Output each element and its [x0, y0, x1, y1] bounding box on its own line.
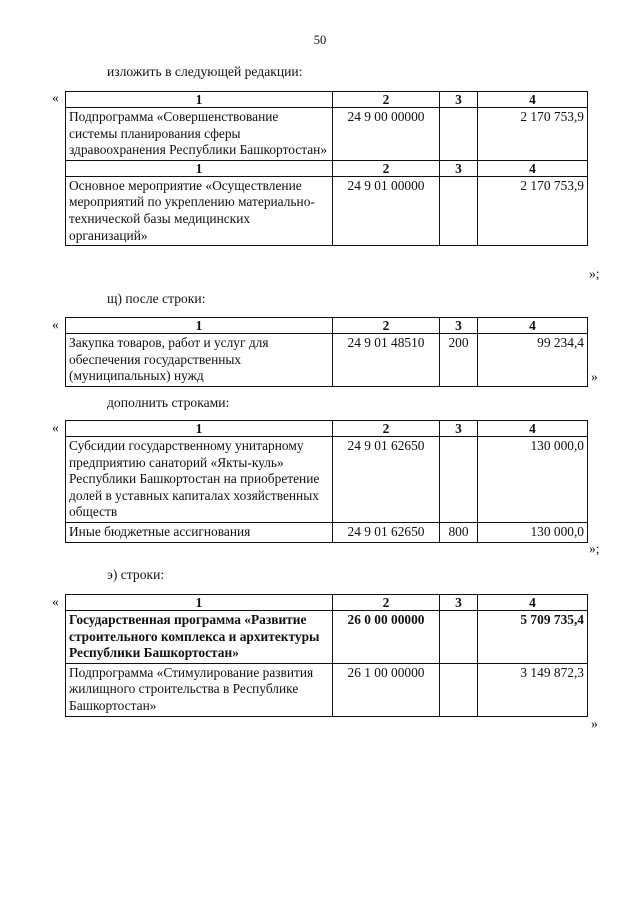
header-cell: 3: [440, 318, 478, 334]
table-row: [66, 611, 588, 664]
header-cell: 4: [478, 92, 588, 108]
table-row: [66, 522, 588, 542]
opening-quote: «: [52, 90, 59, 105]
paragraph-text: щ) после строки:: [107, 291, 206, 306]
row-name: Подпрограмма «Стимулирование развития жилищного строительства в Республике Башкортостан»: [66, 663, 333, 716]
row-expense-type: [440, 176, 478, 245]
header-cell: 4: [478, 160, 588, 176]
row-code: 24 9 01 62650: [333, 522, 440, 542]
header-cell: 2: [333, 160, 440, 176]
table-row: [66, 108, 588, 161]
row-name: Основное мероприятие «Осуществление мероприятий по укреплению материально-технической базы медицинских организаций»: [66, 176, 333, 245]
row-name: Государственная программа «Развитие строительного комплекса и архитектуры Республики Башкортостан»: [66, 611, 333, 664]
opening-quote: «: [52, 317, 59, 332]
row-code: 24 9 01 48510: [333, 334, 440, 387]
page-number: 50: [313, 33, 327, 47]
header-cell: 1: [66, 595, 333, 611]
row-code: 24 9 01 62650: [333, 437, 440, 523]
paragraph-text: дополнить строками:: [107, 395, 230, 410]
row-code: 26 0 00 00000: [333, 611, 440, 664]
paragraph-text: изложить в следующей редакции:: [107, 64, 303, 79]
header-cell: 3: [440, 160, 478, 176]
row-amount: 3 149 872,3: [478, 663, 588, 716]
header-cell: 3: [440, 421, 478, 437]
table-row: [66, 334, 588, 387]
table-header-row: [66, 421, 588, 437]
row-amount: 99 234,4: [478, 334, 588, 387]
budget-table-2: [65, 317, 588, 387]
row-amount: 2 170 753,9: [478, 176, 588, 245]
header-cell: 4: [478, 421, 588, 437]
table-header-row: [66, 92, 588, 108]
opening-quote: «: [52, 594, 59, 609]
table-header-row: [66, 160, 588, 176]
paragraph-text: э) строки:: [107, 567, 165, 582]
header-cell: 2: [333, 595, 440, 611]
row-amount: 2 170 753,9: [478, 108, 588, 161]
header-cell: 1: [66, 92, 333, 108]
row-amount: 130 000,0: [478, 522, 588, 542]
table-header-row: [66, 595, 588, 611]
row-name: Подпрограмма «Совершенствование системы планирования сферы здравоохранения Республики Башкортостан»: [66, 108, 333, 161]
row-name: Иные бюджетные ассигнования: [66, 522, 333, 542]
budget-table-4: [65, 594, 588, 717]
row-code: 26 1 00 00000: [333, 663, 440, 716]
closing-quote: »;: [589, 266, 600, 281]
header-cell: 4: [478, 595, 588, 611]
row-code: 24 9 01 00000: [333, 176, 440, 245]
budget-table-1: [65, 91, 588, 246]
header-cell: 4: [478, 318, 588, 334]
table-row: [66, 437, 588, 523]
table-row: [66, 663, 588, 716]
row-name: Закупка товаров, работ и услуг для обеспечения государственных (муниципальных) нужд: [66, 334, 333, 387]
budget-table-3: [65, 420, 588, 543]
header-cell: 2: [333, 421, 440, 437]
closing-quote: »;: [589, 541, 600, 556]
row-amount: 5 709 735,4: [478, 611, 588, 664]
header-cell: 2: [333, 318, 440, 334]
header-cell: 2: [333, 92, 440, 108]
table-row: [66, 176, 588, 245]
row-expense-type: [440, 437, 478, 523]
header-cell: 3: [440, 595, 478, 611]
row-name: Субсидии государственному унитарному предприятию санаторий «Якты-куль» Республики Башкортостан на приобретение долей в уставных капиталах хозяйственных обществ: [66, 437, 333, 523]
row-expense-type: 200: [440, 334, 478, 387]
header-cell: 1: [66, 318, 333, 334]
header-cell: 1: [66, 421, 333, 437]
row-expense-type: [440, 611, 478, 664]
header-cell: 3: [440, 92, 478, 108]
row-expense-type: 800: [440, 522, 478, 542]
header-cell: 1: [66, 160, 333, 176]
row-code: 24 9 00 00000: [333, 108, 440, 161]
opening-quote: «: [52, 420, 59, 435]
row-expense-type: [440, 108, 478, 161]
closing-quote: »: [591, 716, 598, 731]
table-header-row: [66, 318, 588, 334]
row-expense-type: [440, 663, 478, 716]
row-amount: 130 000,0: [478, 437, 588, 523]
closing-quote: »: [591, 369, 598, 384]
